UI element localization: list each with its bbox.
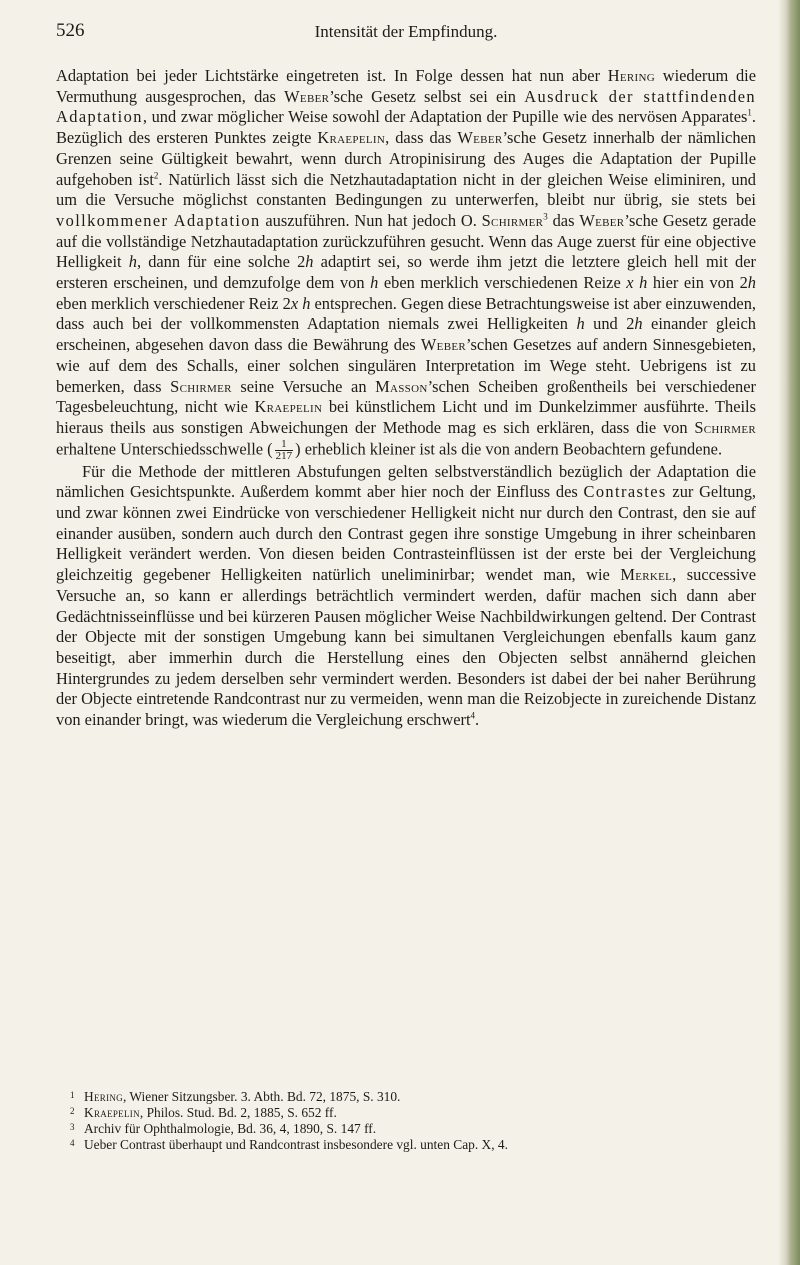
footnote-text: Ueber Contrast überhaupt und Randcontrast insbesondere vgl. unten Cap. X, 4. (84, 1137, 508, 1152)
author-name: Kraepelin (84, 1105, 140, 1120)
text-run: , und zwar möglicher Weise sowohl der Adaptation der Pupille wie des nervösen Apparates (142, 107, 748, 127)
fraction-numerator: 1 (275, 439, 294, 451)
text-run: erhaltene Unterschiedsschwelle (56, 438, 268, 458)
text-run: ’sche Gesetz selbst sei ein (329, 86, 525, 106)
text-run: eben merklich verschiedenen Reize (378, 273, 627, 293)
paragraph-2 (56, 462, 756, 731)
author-name: Schirmer (694, 417, 756, 437)
author-name: Merkel (620, 565, 673, 585)
author-name: Weber (579, 210, 625, 230)
text-run: , dann für eine solche 2 (136, 252, 306, 272)
text-run: ’schen Gesetzes auf andern Sinnesgebieten, wie auf dem des Schalls, einer solchen singulären Interpretation im Wege steht. Uebrigens ist zu bemerken, dass (56, 335, 756, 396)
text-run: und 2 (584, 314, 635, 334)
footnote-ref: 2 (153, 170, 159, 181)
author-name: Hering (84, 1089, 123, 1104)
footnote-text: , Wiener Sitzungsber. 3. Abth. Bd. 72, 1875, S. 310. (122, 1089, 401, 1104)
emphasized-text: Ausdruck der stattfindenden Adaptation (56, 86, 757, 127)
emphasized-text: vollkommener Adaptation (56, 210, 261, 230)
author-name: Weber (457, 128, 503, 148)
text-run: auszuführen. Nun hat jedoch O. (260, 210, 482, 230)
math-symbol: h (634, 314, 643, 334)
body-text (56, 66, 756, 731)
text-run: Adaptation bei jeder Lichtstärke eingetreten ist. In Folge dessen hat nun aber (56, 66, 608, 85)
author-name: Schirmer (170, 376, 232, 396)
text-run: , dass das (385, 128, 458, 148)
text-run: ’schen Scheiben großentheils bei verschiedener Tagesbeleuchtung, nicht wie (56, 376, 756, 417)
text-run: ’sche Gesetz gerade auf die vollständige Netzhautadaptation zurückzuführen gesucht. Wenn das Auge zuerst für eine objective Helligkeit (56, 210, 757, 272)
paragraph-1: Adaptation bei jeder Lichtstärke eingetreten ist. In Folge dessen hat nun aber Hering wiederum die Vermuthung ausgesprochen, das Weber’sche Gesetz selbst sei ein Ausdruck der stattfindenden Adaptation, und zwar möglicher Weise sowohl der Adaptation der Pupille wie des nervösen Apparates$^1$. Bezüglich des ersteren Punktes zeigte Kraepelin, dass das Weber’sche Gesetz innerhalb der nämlichen Grenzen seine Gültigkeit bewahrt, wenn durch Atropinisirung des Auges die Adaptation der Pupille aufgehoben ist$^2$. Natürlich lässt sich die Netzhautadaptation nicht in der gleichen Weise eliminiren, und um die Versuche möglichst constanten Bedingungen zu unterwerfen, bleibt nur übrig, sie stets bei vollkommener Adaptation auszuführen. Nun hat jedoch O. Schirmer$^3$ das Weber’sche Gesetz gerade auf die vollständige Netzhautadaptation zurückzuführen gesucht. Wenn das Auge zuerst für eine objective Helligkeit h, dann für eine solche 2h adaptirt sei, so werde ihm jetzt die letztere gleich hell mit der ersteren erscheinen, und demzufolge dem von h eben merklich verschiedenen Reize x h hier ein von 2h eben merklich verschiedener Reiz 2x h entsprechen. Gegen diese Betrachtungsweise ist aber einzuwenden, dass auch bei der vollkommensten Adaptation niemals zwei Helligkeiten h und 2h einander gleich erscheinen, abgesehen davon dass die Bewährung des Weber’schen Gesetzes auf andern Sinnesgebieten, wie auf dem des Schalls, einer solchen singulären Interpretation im Wege steht. Uebrigens ist zu bemerken, dass Schirmer seine Versuche an Masson’schen Scheiben großentheils bei verschiedener Tagesbeleuchtung, nicht wie Kraepelin bei künstlichem Licht und im Dunkelzimmer ausführte. Theils hieraus theils aus sonstigen Abweichungen der Methode mag es sich erklären, dass die von Schirmer erhaltene Unterschiedsschwelle ( $\frac{1}{217}$ ) erheblich kleiner ist als die von andern Beobachtern gefundene. (56, 66, 757, 462)
math-symbol: h (747, 273, 756, 293)
math-symbol: x h (626, 273, 648, 293)
author-name: Masson (375, 376, 428, 396)
fraction (275, 439, 294, 462)
footnote-text: , Philos. Stud. Bd. 2, 1885, S. 652 ff. (139, 1105, 337, 1120)
math-symbol: h (370, 273, 379, 293)
text-run: . Natürlich lässt sich die Netzhautadaptation nicht in der gleichen Weise eliminiren, und um die Versuche möglichst constanten Bedingungen zu unterwerfen, bleibt nur übrig, sie stets bei (56, 169, 756, 210)
text-run: erheblich kleiner ist als die von andern Beobachtern gefundene. (300, 438, 723, 458)
math-symbol: h (128, 252, 137, 272)
footnote (70, 1105, 750, 1121)
text-run: das (547, 210, 580, 230)
text-run: ’sche Gesetz innerhalb der nämlichen Grenzen seine Gültigkeit bewahrt, wenn durch Atropinisirung des Auges die Adaptation der Pupille aufgehoben ist (56, 128, 756, 189)
text-run: zur Geltung, und zwar können zwei Eindrücke von verschiedener Helligkeit nicht nur durch den Contrast, den sie auf einander ausüben, sondern auch durch den Contrast gegen ihre sonstige Umgebung in ihrer scheinbaren Helligkeit verändert werden. Von diesen beiden Contrasteinflüssen ist der erste bei der Vergleichung gleichzeitig gegebener Helligkeiten natürlich uneliminirbar; wendet man, wie (56, 482, 756, 585)
author-name: Schirmer (481, 210, 544, 230)
footnote-mark: 3 (70, 1122, 75, 1132)
page-number: 526 (56, 20, 85, 41)
footnote-mark: 4 (70, 1138, 75, 1148)
footnote-ref: 3 (543, 211, 548, 222)
text-run: eben merklich verschiedener Reiz 2 (56, 293, 291, 313)
emphasized-text: Contrastes (583, 482, 667, 502)
author-name: Weber (420, 335, 466, 355)
footnote-mark: 2 (70, 1106, 75, 1116)
footnote-text: Archiv für Ophthalmologie, Bd. 36, 4, 1890, S. 147 ff. (84, 1121, 377, 1136)
text-run: , successive Versuche an, so kann er allerdings beträchtlich vermindert werden, dafür machen sich dann aber Gedächtnisseinflüsse und bei kürzeren Pausen möglicher Weise Nachbildwirkungen geltend. Der Contrast der Objecte mit der sonstigen Umgebung kann bei simultanen Vergleichungen ebenfalls kaum ganz beseitigt, aber immerhin durch die Herstellung eines den Objecten selbst annähernd gleichen Hintergrundes zu jedem derselben sehr vermindert werden. Besonders ist dabei der bei naher Berührung der Objecte eintretende Randcontrast nur zu vermeiden, wenn man die Reizobjecte in zureichende Distanz von einander bringt, was wiederum die Vergleichung erschwert (56, 565, 756, 730)
author-name: Weber (284, 86, 330, 106)
text-run: wiederum die Vermuthung ausgesprochen, das (56, 66, 756, 106)
page-edge (778, 0, 800, 1265)
footnote-ref: 1 (747, 107, 752, 118)
text-run: . (475, 710, 480, 730)
fraction-denominator: 217 (275, 449, 293, 462)
text-run: Für die Methode der mittleren Abstufungen gelten selbstverständlich bezüglich der Adaptation die nämlichen Gesichtspunkte. Außerdem kommt aber hier noch der Einfluss des (56, 461, 756, 502)
footnote-mark: 1 (70, 1090, 75, 1100)
footnote-ref: 4 (470, 710, 475, 721)
text-run: hier ein von 2 (647, 273, 748, 293)
footnote (70, 1137, 750, 1153)
text-run: bei künstlichem Licht und im Dunkelzimmer ausführte. Theils hieraus theils aus sonstigen Abweichungen der Methode mag es sich erklären, dass die von (56, 397, 756, 437)
text-run: entsprechen. Gegen diese Betrachtungsweise ist aber einzuwenden, dass auch bei der vollkommensten Adaptation niemals zwei Helligkeiten (56, 293, 756, 334)
running-title: Intensität der Empfindung. (314, 22, 498, 41)
page-header (56, 20, 756, 50)
text-run: seine Versuche an (231, 376, 376, 396)
author-name: Hering (607, 66, 656, 85)
math-symbol: h (576, 314, 585, 334)
footnotes (70, 1089, 750, 1153)
math-symbol: h (305, 252, 314, 272)
text-run: einander gleich erscheinen, abgesehen davon dass die Bewährung des (56, 314, 757, 355)
math-symbol: x h (290, 293, 311, 313)
author-name: Kraepelin (254, 397, 323, 417)
text-run: . Bezüglich des ersteren Punktes zeigte (56, 107, 756, 148)
footnote (70, 1089, 750, 1105)
author-name: Kraepelin (317, 128, 386, 148)
text-run: adaptirt sei, so werde ihm jetzt die letztere gleich hell mit der ersteren erscheinen, und demzufolge dem von (56, 252, 756, 293)
footnote (70, 1121, 750, 1137)
